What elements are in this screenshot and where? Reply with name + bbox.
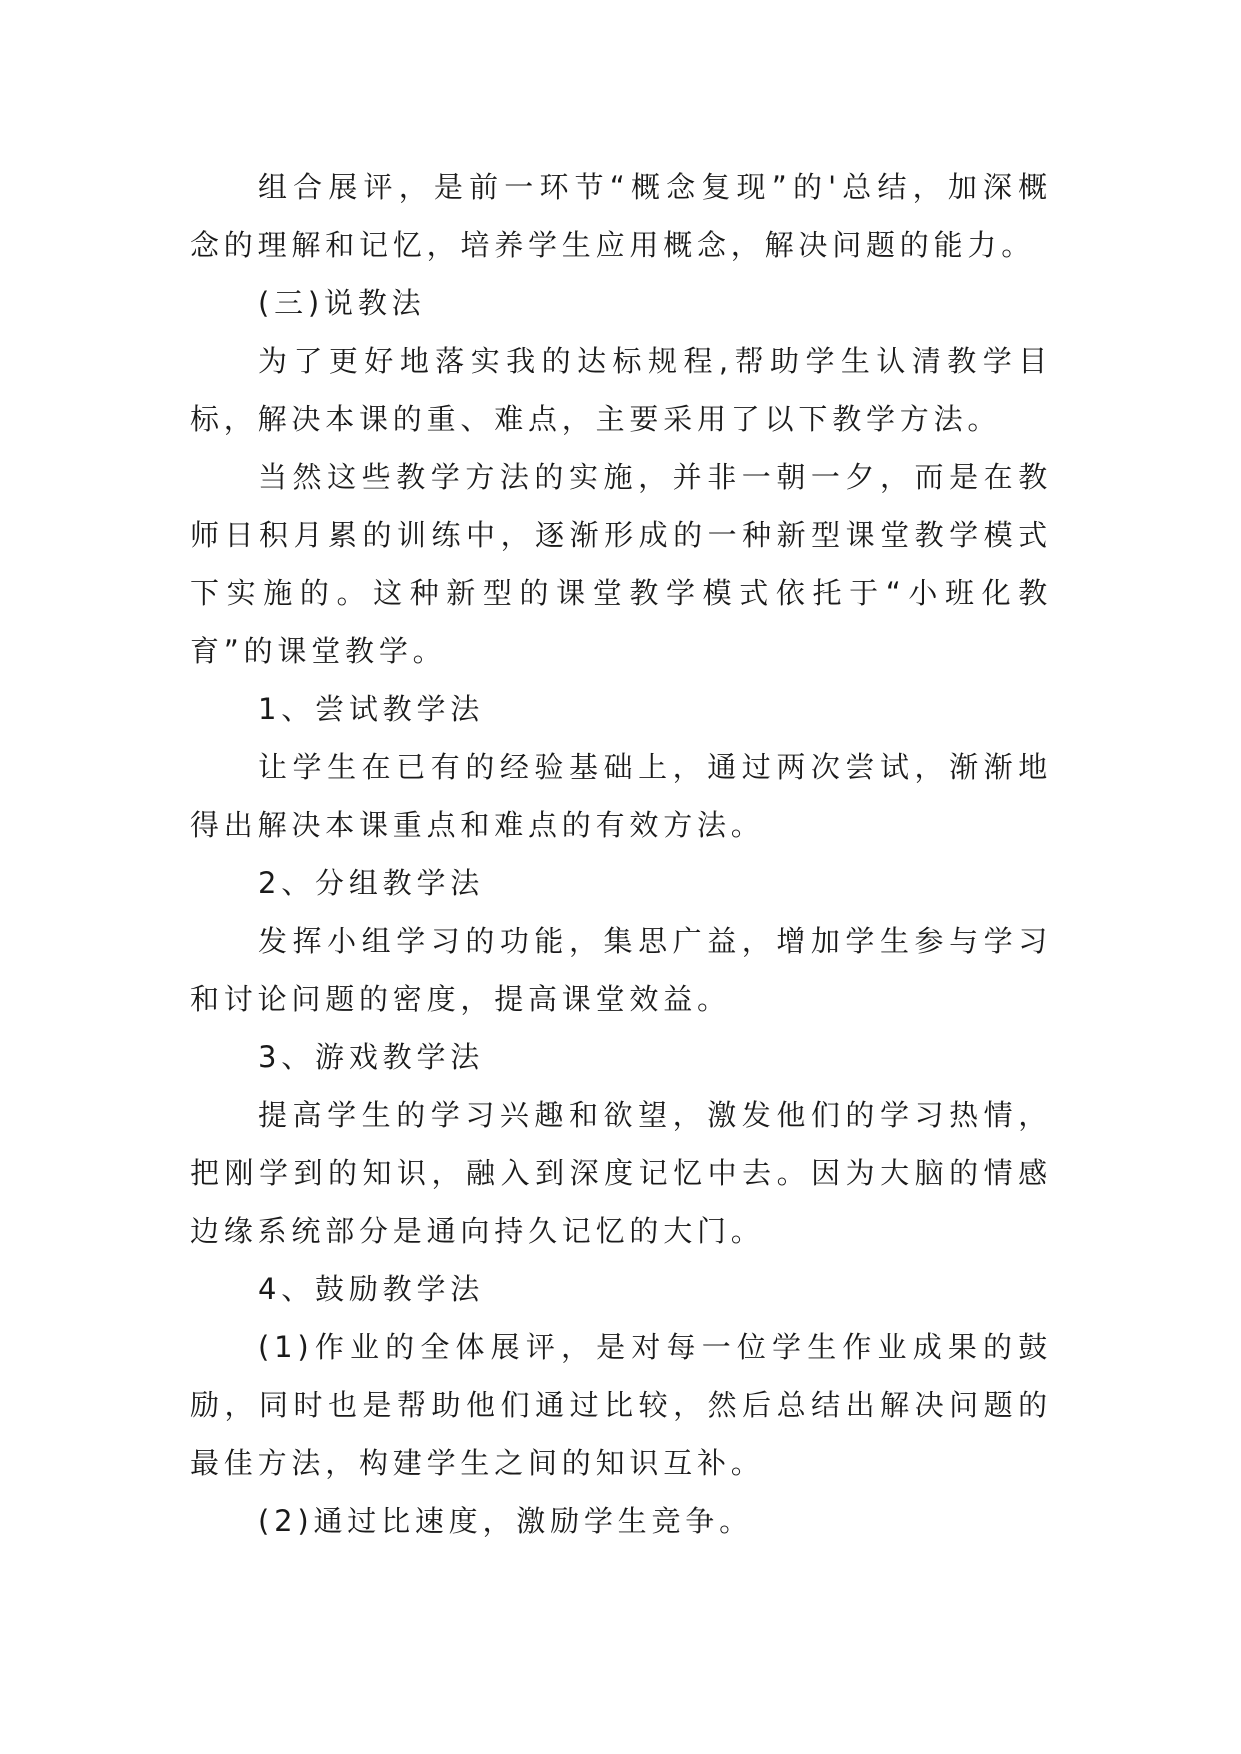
paragraph-summary: 组合展评，是前一环节“概念复现”的'总结，加深概念的理解和记忆，培养学生应用概念，解决问题的能力。 [190, 170, 1052, 262]
document-body [190, 158, 1052, 1550]
paragraph-encourage-2: (2)通过比速度，激励学生竞争。 [258, 1504, 753, 1538]
paragraph-trial: 让学生在已有的经验基础上，通过两次尝试，渐渐地得出解决本课重点和难点的有效方法。 [190, 750, 1052, 842]
paragraph-game: 提高学生的学习兴趣和欲望，激发他们的学习热情，把刚学到的知识，融入到深度记忆中去。因为大脑的情感边缘系统部分是通向持久记忆的大门。 [190, 1098, 1052, 1248]
paragraph-intro-methods: 为了更好地落实我的达标规程,帮助学生认清教学目标，解决本课的重、难点，主要采用了以下教学方法。 [190, 344, 1052, 436]
method-heading-encourage: 4、鼓励教学法 [258, 1272, 485, 1306]
method-heading-trial: 1、尝试教学法 [258, 692, 485, 726]
method-heading-group: 2、分组教学法 [258, 866, 485, 900]
method-heading-game: 3、游戏教学法 [258, 1040, 485, 1074]
paragraph-group: 发挥小组学习的功能，集思广益，增加学生参与学习和讨论问题的密度，提高课堂效益。 [190, 924, 1052, 1016]
paragraph-encourage-1: (1)作业的全体展评，是对每一位学生作业成果的鼓励，同时也是帮助他们通过比较，然后总结出解决问题的最佳方法，构建学生之间的知识互补。 [190, 1330, 1052, 1480]
section-heading-teaching-methods: (三)说教法 [258, 286, 426, 320]
paragraph-implementation: 当然这些教学方法的实施，并非一朝一夕，而是在教师日积月累的训练中，逐渐形成的一种新型课堂教学模式下实施的。这种新型的课堂教学模式依托于“小班化教育”的课堂教学。 [190, 460, 1052, 668]
